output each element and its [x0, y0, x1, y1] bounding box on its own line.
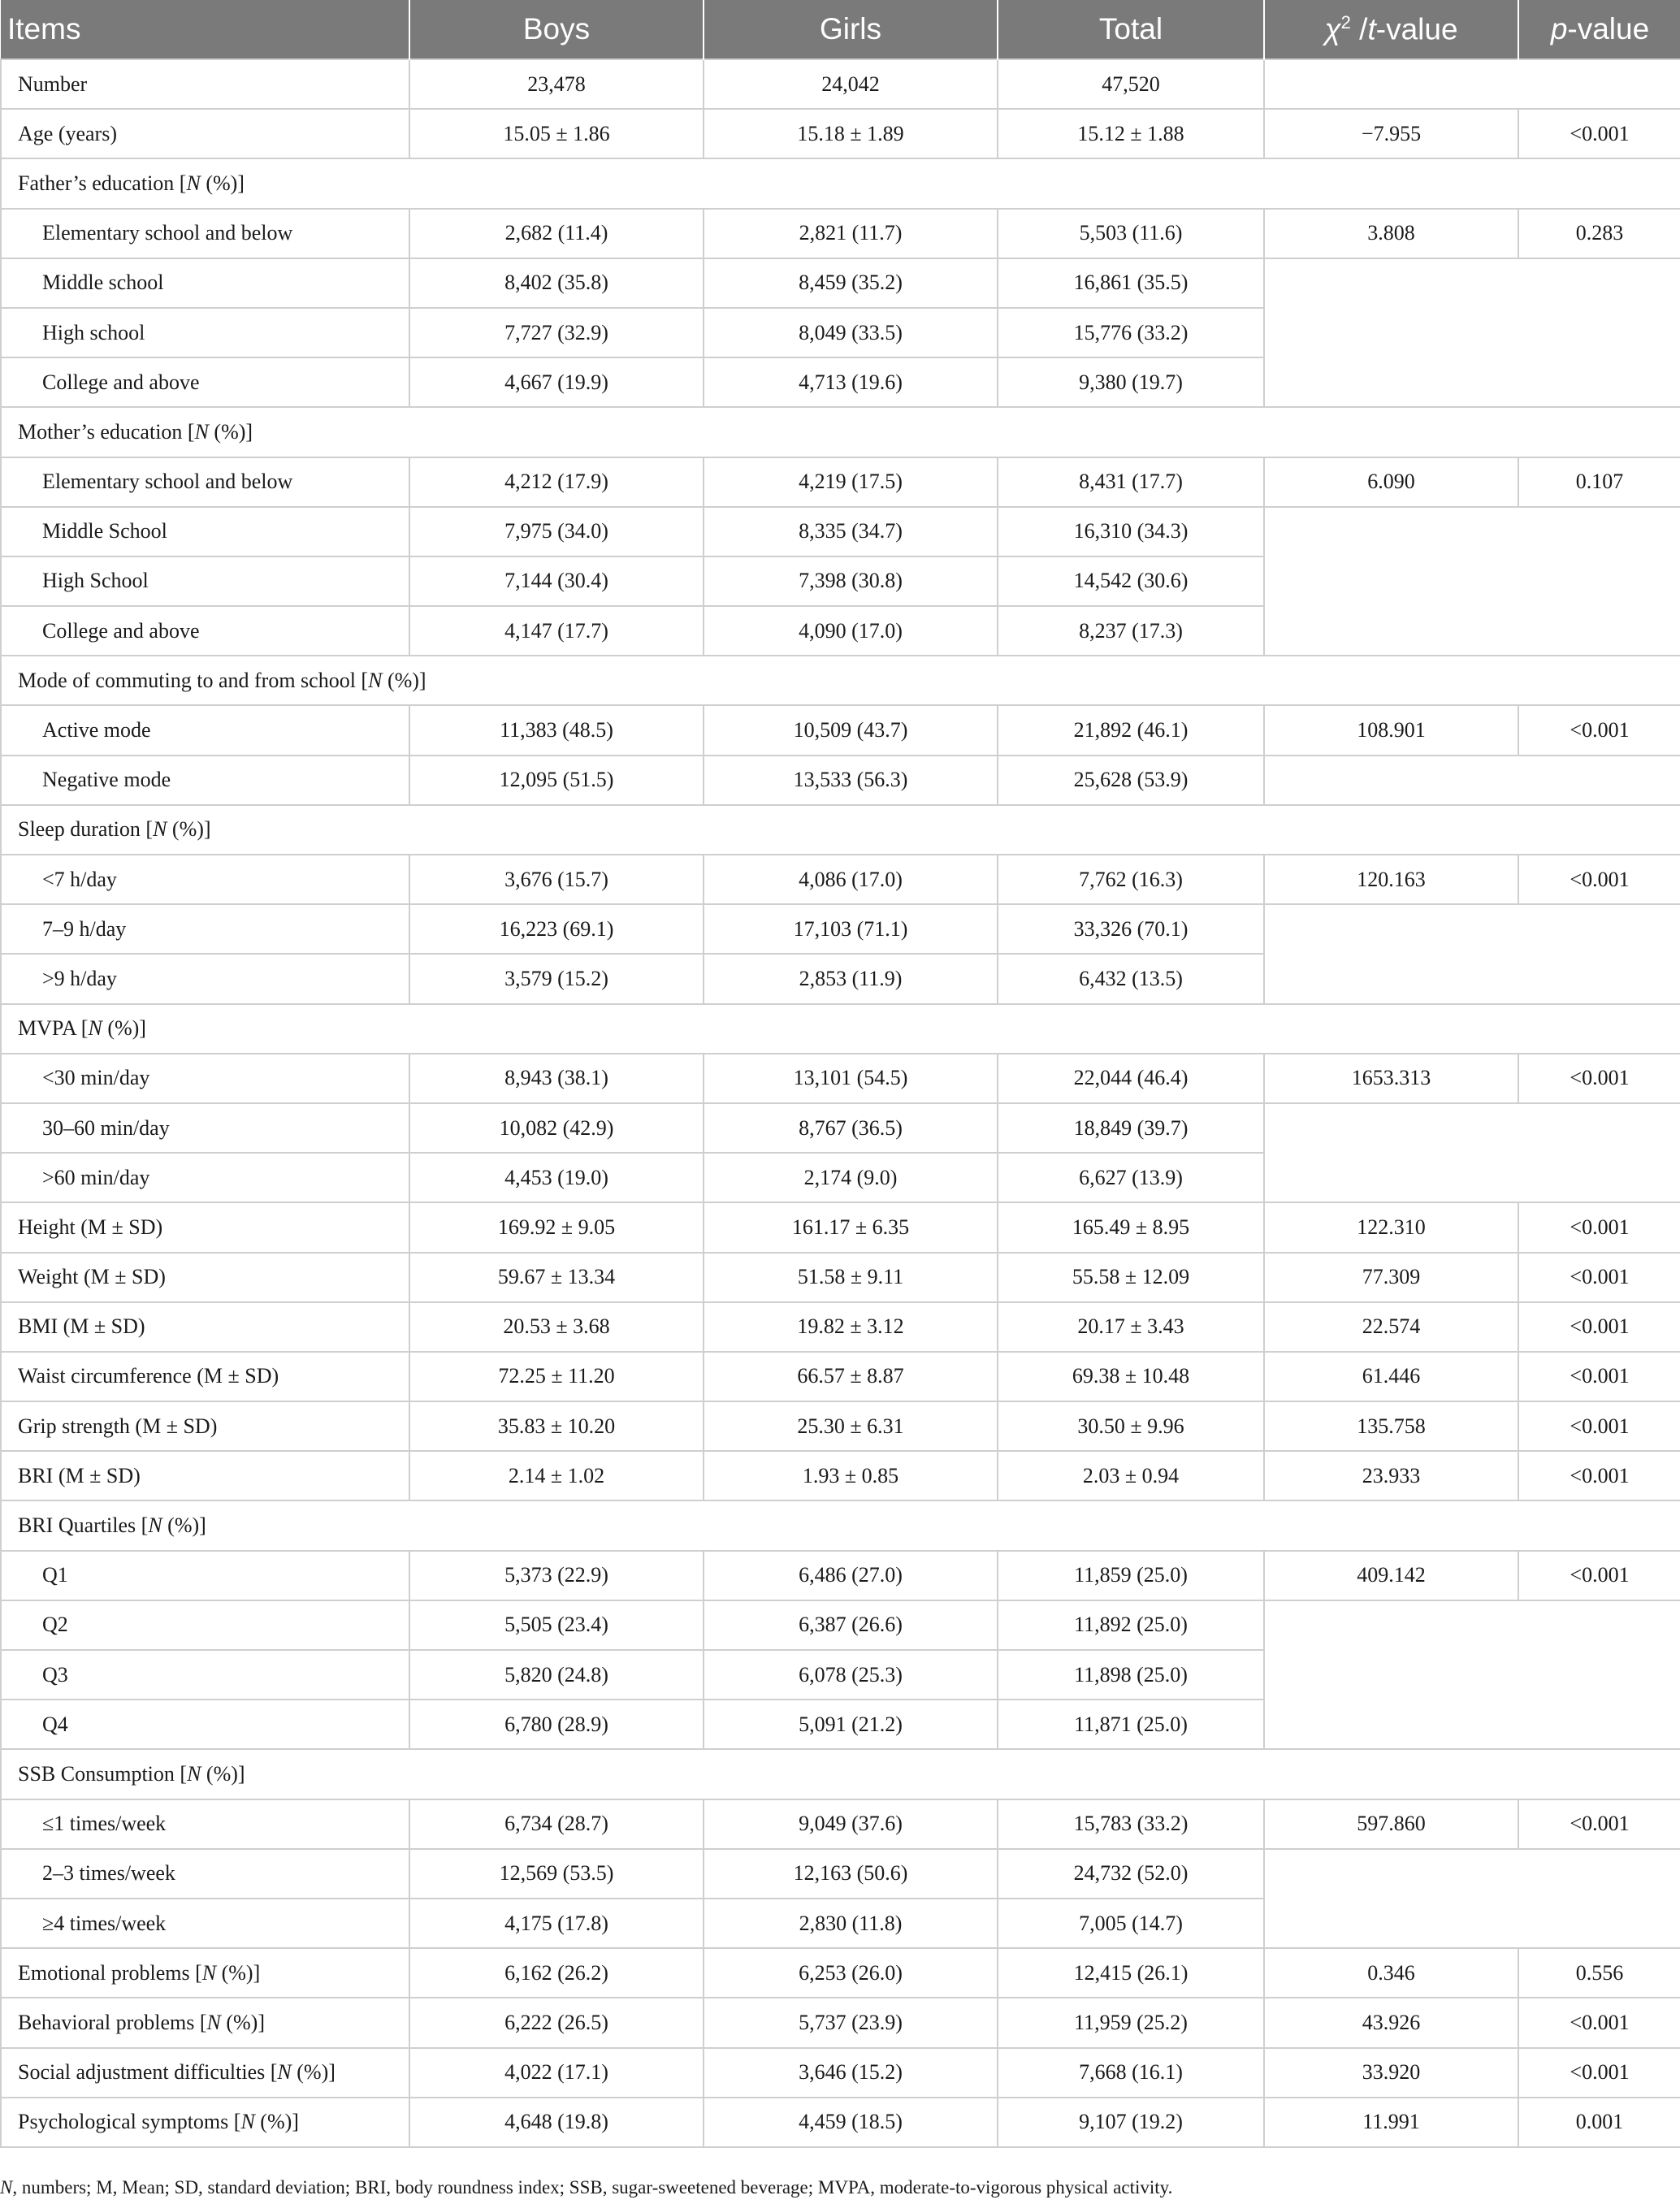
cell-statistic: 3.808 — [1264, 209, 1518, 258]
cell-total: 20.17 ± 3.43 — [998, 1302, 1264, 1352]
cell-p-value: 0.107 — [1518, 457, 1680, 507]
section-label — [1, 656, 1680, 705]
cell-girls: 8,049 (33.5) — [704, 308, 998, 357]
cell-girls: 4,086 (17.0) — [704, 855, 998, 904]
cell-boys: 8,943 (38.1) — [409, 1054, 704, 1103]
row-label-text: <7 h/day — [42, 867, 117, 891]
row-label-text: Number — [18, 71, 88, 96]
cell-p-value: <0.001 — [1518, 705, 1680, 755]
row-label — [1, 1899, 409, 1948]
cell-empty — [1264, 258, 1680, 408]
cell-p-value: <0.001 — [1518, 1054, 1680, 1103]
row-label-text: Age (years) — [18, 121, 117, 145]
table-row — [1, 1551, 1680, 1600]
table-section-row — [1, 656, 1680, 705]
row-label — [1, 59, 409, 109]
cell-boys: 4,212 (17.9) — [409, 457, 704, 507]
cell-girls: 13,101 (54.5) — [704, 1054, 998, 1103]
header-girls: Girls — [704, 0, 998, 59]
row-label — [1, 258, 409, 308]
row-label — [1, 1253, 409, 1302]
table-row — [1, 1849, 1680, 1899]
cell-boys: 7,144 (30.4) — [409, 556, 704, 606]
cell-boys: 6,734 (28.7) — [409, 1799, 704, 1849]
row-label — [1, 705, 409, 755]
table-header-row — [1, 0, 1680, 59]
row-label — [1, 1551, 409, 1600]
cell-p-value: <0.001 — [1518, 1352, 1680, 1401]
cell-girls: 5,091 (21.2) — [704, 1700, 998, 1749]
section-suffix: (%)] — [382, 668, 426, 692]
section-suffix: (%)] — [208, 419, 253, 444]
cell-girls: 13,533 (56.3) — [704, 756, 998, 805]
cell-p-value: <0.001 — [1518, 1998, 1680, 2047]
row-label — [1, 954, 409, 1003]
cell-girls: 8,335 (34.7) — [704, 507, 998, 556]
cell-total: 15,776 (33.2) — [998, 308, 1264, 357]
cell-total: 25,628 (53.9) — [998, 756, 1264, 805]
cell-p-value: <0.001 — [1518, 1799, 1680, 1849]
row-label — [1, 756, 409, 805]
row-label-text: Elementary school and below — [42, 221, 293, 245]
section-label — [1, 805, 1680, 855]
cell-girls: 8,459 (35.2) — [704, 258, 998, 308]
row-label — [1, 1153, 409, 1202]
cell-p-value: <0.001 — [1518, 1551, 1680, 1600]
table-row — [1, 1054, 1680, 1103]
header-total: Total — [998, 0, 1264, 59]
cell-total: 47,520 — [998, 59, 1264, 109]
cell-statistic: 6.090 — [1264, 457, 1518, 507]
cell-total: 11,859 (25.0) — [998, 1551, 1264, 1600]
cell-boys: 4,453 (19.0) — [409, 1153, 704, 1202]
cell-boys: 11,383 (48.5) — [409, 705, 704, 755]
table-section-row — [1, 158, 1680, 208]
cell-p-value: <0.001 — [1518, 109, 1680, 158]
row-label-text: High school — [42, 320, 145, 344]
section-label — [1, 1500, 1680, 1550]
cell-total: 14,542 (30.6) — [998, 556, 1264, 606]
cell-total: 69.38 ± 10.48 — [998, 1352, 1264, 1401]
cell-girls: 7,398 (30.8) — [704, 556, 998, 606]
cell-total: 2.03 ± 0.94 — [998, 1451, 1264, 1500]
cell-total: 7,762 (16.3) — [998, 855, 1264, 904]
cell-boys: 8,402 (35.8) — [409, 258, 704, 308]
table-row — [1, 1451, 1680, 1500]
section-suffix: (%)] — [167, 817, 211, 842]
cell-girls: 2,830 (11.8) — [704, 1899, 998, 1948]
cell-boys: 16,223 (69.1) — [409, 904, 704, 954]
row-label-text: ≥4 times/week — [42, 1911, 167, 1935]
cell-p-value: <0.001 — [1518, 1451, 1680, 1500]
row-label-text: Social adjustment difficulties [ — [18, 2060, 278, 2085]
row-label — [1, 904, 409, 954]
cell-boys: 4,667 (19.9) — [409, 357, 704, 407]
row-label-suffix: (%)] — [291, 2060, 336, 2085]
row-label — [1, 357, 409, 407]
cell-empty — [1264, 756, 1680, 805]
n-symbol: N — [186, 171, 201, 195]
section-label — [1, 158, 1680, 208]
table-row — [1, 1600, 1680, 1650]
row-label-text: <30 min/day — [42, 1066, 150, 1090]
row-label-text: Q2 — [42, 1613, 68, 1637]
cell-empty — [1264, 59, 1680, 109]
row-label-text: >9 h/day — [42, 966, 117, 990]
n-symbol: N — [148, 1513, 162, 1538]
row-label — [1, 1202, 409, 1252]
row-label-text: 30–60 min/day — [42, 1115, 170, 1140]
row-label — [1, 1401, 409, 1451]
cell-girls: 6,387 (26.6) — [704, 1600, 998, 1650]
cell-total: 55.58 ± 12.09 — [998, 1253, 1264, 1302]
cell-total: 11,959 (25.2) — [998, 1998, 1264, 2047]
header-statistic: $\chi^2$ /t-value — [1264, 0, 1518, 59]
row-label-suffix: (%)] — [216, 1960, 261, 1985]
header-boys: Boys — [409, 0, 704, 59]
cell-total: 11,898 (25.0) — [998, 1650, 1264, 1700]
cell-statistic: 0.346 — [1264, 1948, 1518, 1998]
cell-statistic: 597.860 — [1264, 1799, 1518, 1849]
cell-boys: 59.67 ± 13.34 — [409, 1253, 704, 1302]
cell-girls: 6,486 (27.0) — [704, 1551, 998, 1600]
table-row — [1, 109, 1680, 158]
cell-total: 16,310 (34.3) — [998, 507, 1264, 556]
row-label — [1, 1600, 409, 1650]
cell-boys: 4,648 (19.8) — [409, 2098, 704, 2147]
cell-total: 8,431 (17.7) — [998, 457, 1264, 507]
cell-total: 11,871 (25.0) — [998, 1700, 1264, 1749]
cell-boys: 7,727 (32.9) — [409, 308, 704, 357]
cell-statistic: 43.926 — [1264, 1998, 1518, 2047]
cell-p-value: <0.001 — [1518, 1202, 1680, 1252]
table-footnote: N, numbers; M, Mean; SD, standard deviation; BRI, body roundness index; SSB, sugar-sweetened beverage; MVPA, moderate-to-vigorous physical activity. — [0, 2177, 1173, 2198]
table-section-row — [1, 1500, 1680, 1550]
cell-statistic: 120.163 — [1264, 855, 1518, 904]
cell-total: 18,849 (39.7) — [998, 1103, 1264, 1153]
table-row — [1, 756, 1680, 805]
cell-boys: 12,095 (51.5) — [409, 756, 704, 805]
row-label-text: Waist circumference (M ± SD) — [18, 1364, 279, 1388]
cell-girls: 1.93 ± 0.85 — [704, 1451, 998, 1500]
cell-boys: 12,569 (53.5) — [409, 1849, 704, 1899]
section-text: SSB Consumption [ — [18, 1761, 188, 1786]
cell-p-value: <0.001 — [1518, 855, 1680, 904]
row-label-text: ≤1 times/week — [42, 1812, 167, 1836]
cell-boys: 6,162 (26.2) — [409, 1948, 704, 1998]
row-label-text: Behavioral problems [ — [18, 2010, 207, 2034]
row-label-text: Middle School — [42, 519, 167, 543]
cell-boys: 35.83 ± 10.20 — [409, 1401, 704, 1451]
cell-total: 6,627 (13.9) — [998, 1153, 1264, 1202]
row-label — [1, 606, 409, 656]
row-label — [1, 308, 409, 357]
section-label — [1, 1749, 1680, 1799]
cell-boys: 5,505 (23.4) — [409, 1600, 704, 1650]
cell-statistic: 1653.313 — [1264, 1054, 1518, 1103]
cell-statistic: 23.933 — [1264, 1451, 1518, 1500]
cell-p-value: 0.001 — [1518, 2098, 1680, 2147]
cell-statistic: −7.955 — [1264, 109, 1518, 158]
cell-total: 7,005 (14.7) — [998, 1899, 1264, 1948]
cell-statistic: 77.309 — [1264, 1253, 1518, 1302]
cell-girls: 25.30 ± 6.31 — [704, 1401, 998, 1451]
cell-girls: 51.58 ± 9.11 — [704, 1253, 998, 1302]
cell-total: 11,892 (25.0) — [998, 1600, 1264, 1650]
n-symbol: N — [153, 817, 167, 842]
table-row — [1, 855, 1680, 904]
section-text: BRI Quartiles [ — [18, 1513, 149, 1538]
row-label-text: Q1 — [42, 1563, 68, 1587]
cell-empty — [1264, 507, 1680, 656]
row-label — [1, 1849, 409, 1899]
row-label-text: BRI (M ± SD) — [18, 1463, 141, 1487]
row-label — [1, 1352, 409, 1401]
cell-p-value: 0.283 — [1518, 209, 1680, 258]
cell-total: 21,892 (46.1) — [998, 705, 1264, 755]
row-label-text: 2–3 times/week — [42, 1861, 175, 1886]
row-label-text: College and above — [42, 618, 200, 643]
row-label-text: Weight (M ± SD) — [18, 1265, 166, 1289]
row-label-text: BMI (M ± SD) — [18, 1314, 145, 1339]
row-label-text: Q4 — [42, 1712, 68, 1736]
cell-p-value: 0.556 — [1518, 1948, 1680, 1998]
row-label — [1, 1103, 409, 1153]
cell-girls: 24,042 — [704, 59, 998, 109]
section-suffix: (%)] — [102, 1016, 146, 1041]
row-label-text: Emotional problems [ — [18, 1960, 202, 1985]
cell-girls: 66.57 ± 8.87 — [704, 1352, 998, 1401]
section-label — [1, 1004, 1680, 1054]
table-section-row — [1, 407, 1680, 457]
row-label — [1, 109, 409, 158]
table-section-row — [1, 1004, 1680, 1054]
cell-girls: 2,174 (9.0) — [704, 1153, 998, 1202]
section-label — [1, 407, 1680, 457]
cell-p-value: <0.001 — [1518, 1401, 1680, 1451]
row-label-text: Active mode — [42, 718, 151, 743]
cell-total: 6,432 (13.5) — [998, 954, 1264, 1003]
cell-girls: 6,078 (25.3) — [704, 1650, 998, 1700]
cell-total: 7,668 (16.1) — [998, 2048, 1264, 2098]
table-row — [1, 1103, 1680, 1153]
cell-total: 15,783 (33.2) — [998, 1799, 1264, 1849]
row-label-text: Psychological symptoms [ — [18, 2110, 241, 2134]
cell-total: 16,861 (35.5) — [998, 258, 1264, 308]
cell-boys: 15.05 ± 1.86 — [409, 109, 704, 158]
section-suffix: (%)] — [162, 1513, 206, 1538]
n-symbol: N — [88, 1016, 102, 1041]
row-label-suffix: (%)] — [254, 2110, 299, 2134]
table-row — [1, 1998, 1680, 2047]
row-label — [1, 209, 409, 258]
n-symbol: N — [187, 1761, 201, 1786]
cell-girls: 12,163 (50.6) — [704, 1849, 998, 1899]
cell-boys: 23,478 — [409, 59, 704, 109]
cell-boys: 20.53 ± 3.68 — [409, 1302, 704, 1352]
cell-boys: 7,975 (34.0) — [409, 507, 704, 556]
cell-p-value: <0.001 — [1518, 2048, 1680, 2098]
table-row — [1, 2048, 1680, 2098]
cell-boys: 2.14 ± 1.02 — [409, 1451, 704, 1500]
cell-girls: 5,737 (23.9) — [704, 1998, 998, 2047]
cell-total: 165.49 ± 8.95 — [998, 1202, 1264, 1252]
row-label-text: Q3 — [42, 1662, 68, 1687]
row-label — [1, 1948, 409, 1998]
row-label-text: Elementary school and below — [42, 470, 293, 494]
cell-girls: 19.82 ± 3.12 — [704, 1302, 998, 1352]
cell-boys: 4,147 (17.7) — [409, 606, 704, 656]
cell-total: 8,237 (17.3) — [998, 606, 1264, 656]
cell-girls: 2,821 (11.7) — [704, 209, 998, 258]
cell-girls: 4,713 (19.6) — [704, 357, 998, 407]
table-row — [1, 59, 1680, 109]
n-symbol: N — [194, 419, 209, 444]
row-label-suffix: (%)] — [220, 2010, 265, 2034]
header-p-value: p-value — [1518, 0, 1680, 59]
row-label — [1, 1650, 409, 1700]
cell-girls: 161.17 ± 6.35 — [704, 1202, 998, 1252]
row-label — [1, 855, 409, 904]
row-label-text: College and above — [42, 370, 200, 394]
row-label-text: Grip strength (M ± SD) — [18, 1414, 218, 1438]
row-label — [1, 1700, 409, 1749]
cell-statistic: 61.446 — [1264, 1352, 1518, 1401]
cell-statistic: 22.574 — [1264, 1302, 1518, 1352]
cell-boys: 5,373 (22.9) — [409, 1551, 704, 1600]
cell-girls: 6,253 (26.0) — [704, 1948, 998, 1998]
cell-boys: 3,676 (15.7) — [409, 855, 704, 904]
table-row — [1, 457, 1680, 507]
table-row — [1, 904, 1680, 954]
table-row — [1, 705, 1680, 755]
table-section-row — [1, 805, 1680, 855]
row-label — [1, 2098, 409, 2147]
cell-boys: 169.92 ± 9.05 — [409, 1202, 704, 1252]
cell-total: 30.50 ± 9.96 — [998, 1401, 1264, 1451]
cell-girls: 2,853 (11.9) — [704, 954, 998, 1003]
row-label-text: Middle school — [42, 271, 164, 295]
row-label — [1, 1054, 409, 1103]
section-text: Sleep duration [ — [18, 817, 154, 842]
cell-boys: 6,222 (26.5) — [409, 1998, 704, 2047]
row-label-text: 7–9 h/day — [42, 916, 127, 941]
cell-girls: 15.18 ± 1.89 — [704, 109, 998, 158]
cell-boys: 2,682 (11.4) — [409, 209, 704, 258]
cell-girls: 8,767 (36.5) — [704, 1103, 998, 1153]
n-symbol: N — [206, 2010, 221, 2034]
cell-girls: 10,509 (43.7) — [704, 705, 998, 755]
cell-girls: 17,103 (71.1) — [704, 904, 998, 954]
row-label — [1, 1998, 409, 2047]
cell-statistic: 135.758 — [1264, 1401, 1518, 1451]
cell-empty — [1264, 904, 1680, 1003]
cell-boys: 5,820 (24.8) — [409, 1650, 704, 1700]
section-suffix: (%)] — [201, 1761, 245, 1786]
cell-boys: 6,780 (28.9) — [409, 1700, 704, 1749]
cell-empty — [1264, 1103, 1680, 1202]
row-label-text: >60 min/day — [42, 1165, 150, 1189]
table-row — [1, 1948, 1680, 1998]
cell-girls: 4,219 (17.5) — [704, 457, 998, 507]
cell-total: 22,044 (46.4) — [998, 1054, 1264, 1103]
cell-girls: 9,049 (37.6) — [704, 1799, 998, 1849]
cell-girls: 3,646 (15.2) — [704, 2048, 998, 2098]
table-section-row — [1, 1749, 1680, 1799]
table-row — [1, 1352, 1680, 1401]
row-label — [1, 457, 409, 507]
section-text: Father’s education [ — [18, 171, 187, 195]
cell-total: 24,732 (52.0) — [998, 1849, 1264, 1899]
header-items: Items — [1, 0, 409, 59]
section-suffix: (%)] — [200, 171, 245, 195]
row-label-text: High School — [42, 569, 149, 593]
cell-total: 9,380 (19.7) — [998, 357, 1264, 407]
table-row — [1, 1302, 1680, 1352]
table-row — [1, 1253, 1680, 1302]
cell-total: 9,107 (19.2) — [998, 2098, 1264, 2147]
table-body — [1, 59, 1680, 2147]
cell-statistic: 409.142 — [1264, 1551, 1518, 1600]
cell-boys: 10,082 (42.9) — [409, 1103, 704, 1153]
cell-statistic: 108.901 — [1264, 705, 1518, 755]
cell-statistic: 122.310 — [1264, 1202, 1518, 1252]
section-text: MVPA [ — [18, 1016, 89, 1041]
table-row — [1, 1799, 1680, 1849]
n-symbol: N — [368, 668, 383, 692]
cell-total: 15.12 ± 1.88 — [998, 109, 1264, 158]
section-text: Mode of commuting to and from school [ — [18, 668, 369, 692]
cell-statistic: 33.920 — [1264, 2048, 1518, 2098]
row-label — [1, 507, 409, 556]
cell-p-value: <0.001 — [1518, 1302, 1680, 1352]
cell-total: 5,503 (11.6) — [998, 209, 1264, 258]
cell-girls: 4,459 (18.5) — [704, 2098, 998, 2147]
cell-p-value: <0.001 — [1518, 1253, 1680, 1302]
cell-boys: 3,579 (15.2) — [409, 954, 704, 1003]
n-symbol: N — [277, 2060, 292, 2085]
n-symbol: N — [201, 1960, 217, 1985]
section-text: Mother’s education [ — [18, 419, 195, 444]
cell-empty — [1264, 1600, 1680, 1750]
cell-total: 33,326 (70.1) — [998, 904, 1264, 954]
n-symbol: N — [240, 2110, 255, 2134]
table-row — [1, 1202, 1680, 1252]
row-label-text: Height (M ± SD) — [18, 1215, 163, 1239]
cell-empty — [1264, 1849, 1680, 1948]
row-label-text: Negative mode — [42, 768, 171, 792]
table-row — [1, 2098, 1680, 2147]
row-label — [1, 1799, 409, 1849]
cell-boys: 4,175 (17.8) — [409, 1899, 704, 1948]
table-row — [1, 1401, 1680, 1451]
cell-total: 12,415 (26.1) — [998, 1948, 1264, 1998]
cell-girls: 4,090 (17.0) — [704, 606, 998, 656]
cell-boys: 4,022 (17.1) — [409, 2048, 704, 2098]
row-label — [1, 2048, 409, 2098]
row-label — [1, 1302, 409, 1352]
cell-statistic: 11.991 — [1264, 2098, 1518, 2147]
table-row — [1, 507, 1680, 556]
row-label — [1, 1451, 409, 1500]
cell-boys: 72.25 ± 11.20 — [409, 1352, 704, 1401]
row-label — [1, 556, 409, 606]
table-row — [1, 258, 1680, 308]
table-row — [1, 209, 1680, 258]
